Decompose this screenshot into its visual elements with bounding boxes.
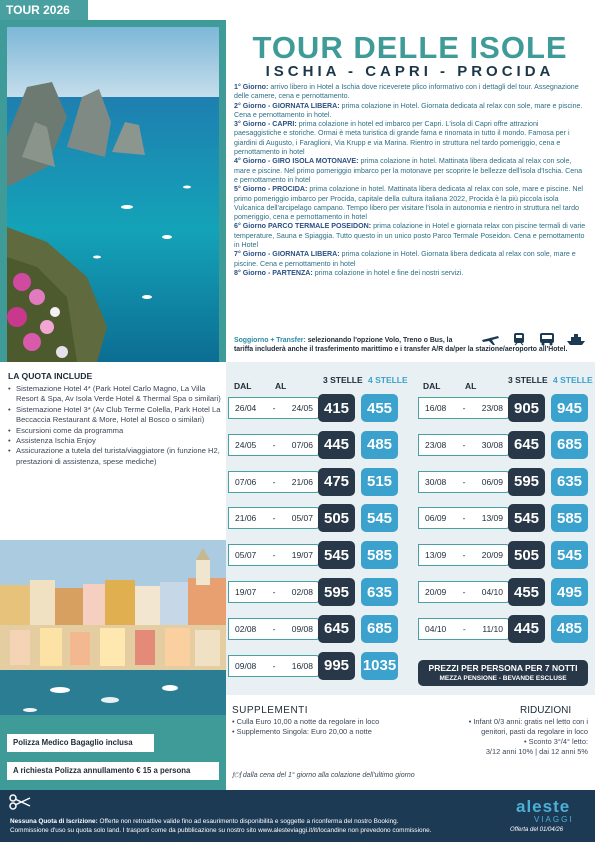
quota-include: [0, 362, 226, 540]
date-to: 21/06: [291, 476, 313, 487]
price-3-stelle: 595: [508, 468, 545, 496]
itinerary: [234, 83, 586, 278]
price-row: [418, 394, 588, 422]
price-4-stelle: 585: [551, 504, 588, 532]
list-item: genitori, pasti da regolare in loco: [481, 727, 588, 736]
itinerary-day: 7° Giorno - GIORNATA LIBERA: prima colazione in Hotel. Giornata libera dedicata al relax con sole, mare e piscine. Cena e pernottamento in hotel: [234, 250, 576, 268]
header-dal: DAL: [234, 381, 252, 391]
scissors-icon: [8, 794, 32, 810]
date-separator: -: [462, 476, 466, 487]
polizza-annullamento: A richiesta Polizza annullamento € 15 a persona: [7, 762, 219, 780]
price-row: [418, 504, 588, 532]
date-range: [228, 544, 320, 566]
date-from: 30/08: [425, 476, 447, 487]
price-4-stelle: 485: [551, 615, 588, 643]
list-item: • Sconto 3°/4° letto:: [524, 737, 588, 746]
itinerary-day: 3° Giorno - CAPRI: prima colazione in hotel ed imbarco per Capri. L'isola di Capri offre attrazioni paesaggistiche e storiche. Ormai è meta turistica di grande fama e rinomata in tutto il mondo. Famosa per i giardini di Augusto, i Faraglioni, Via Krupp e via Marina. Rientro in struttura nel tardo pomeriggio, cena e pernottamento in hotel: [234, 120, 570, 157]
price-4-stelle: 585: [361, 541, 398, 569]
supplementi-title: SUPPLEMENTI: [232, 705, 309, 716]
date-range: [228, 655, 320, 677]
date-separator: -: [462, 550, 466, 561]
date-to: 19/07: [291, 550, 313, 561]
itinerary-day: 6° Giorno PARCO TERMALE POSEIDON: prima colazione in Hotel e giornata relax con piscine termali di varie temperature, Sauna e Spiaggia. Tutto questo in un unico posto Parco Termale Poseidon. Cena e pernottamento in Hotel: [234, 222, 586, 250]
brand-logo: aleste: [516, 797, 571, 816]
header-al: AL: [275, 381, 287, 391]
footer: [0, 790, 595, 842]
price-row: [228, 652, 398, 680]
price-3-stelle: 645: [508, 431, 545, 459]
transfer-note: Soggiorno + Transfer: selezionando l'opzione Volo, Treno o Bus, la tariffa includerà anche il trasferimento marittimo e i transfer A/R da/per la stazione/aeroporto all'Hotel.: [234, 337, 568, 353]
date-to: 30/08: [481, 439, 503, 450]
date-from: 02/08: [235, 623, 257, 634]
date-to: 20/09: [481, 550, 503, 561]
date-separator: -: [272, 476, 276, 487]
procida-photo: [0, 540, 226, 730]
date-separator: -: [462, 439, 466, 450]
date-from: 23/08: [425, 439, 447, 450]
date-from: 04/10: [425, 623, 447, 634]
price-3-stelle: 905: [508, 394, 545, 422]
list-item: • Culla Euro 10,00 a notte da regolare in loco: [232, 717, 380, 726]
date-separator: -: [272, 403, 276, 413]
offer-date: Offerta del 01/04/26: [510, 827, 564, 833]
price-note: PREZZI PER PERSONA PER 7 NOTTI MEZZA PENSIONE - BEVANDE ESCLUSE: [418, 660, 588, 686]
quota-title: LA QUOTA INCLUDE: [8, 371, 93, 381]
price-row: [228, 504, 398, 532]
date-range: [418, 544, 510, 566]
date-from: 13/09: [425, 550, 447, 561]
date-separator: -: [272, 660, 276, 671]
header-dal: DAL: [423, 381, 441, 391]
quota-list: [8, 384, 222, 467]
date-from: 05/07: [235, 550, 257, 561]
price-4-stelle: 545: [551, 541, 588, 569]
date-from: 20/09: [425, 587, 447, 597]
date-to: 13/09: [481, 513, 503, 524]
date-range: [418, 618, 510, 640]
footer-text: Nessuna Quota di Iscrizione: Offerte non retroattive valide fino ad esaurimento disponibilità e soggette a riconferma del nostro Booking. Commissione d'uso su quota solo land. I trasporti come da pubblicazione su nostro sito www.alesteviaggi.it/it/locandine non prevedono commissione.: [10, 818, 432, 834]
date-range: [418, 434, 510, 456]
date-from: 07/06: [235, 476, 257, 487]
price-4-stelle: 455: [361, 394, 398, 422]
itinerary-day: 1° Giorno: arrivo libero in Hotel a Ischia dove riceverete plico informativo con i dettagli del tour. Assegnazione delle camere, cena e pernottamento.: [234, 83, 579, 101]
date-to: 16/08: [291, 660, 313, 671]
date-to: 04/10: [481, 587, 503, 597]
price-row: [228, 394, 398, 422]
price-4-stelle: 685: [551, 431, 588, 459]
brand-subtitle: VIAGGI: [534, 815, 574, 824]
date-range: [418, 507, 510, 529]
header-3-stelle: 3 STELLE: [508, 375, 548, 385]
price-3-stelle: 415: [318, 394, 355, 422]
date-to: 24/05: [291, 403, 313, 413]
date-separator: -: [272, 439, 276, 450]
date-to: 07/06: [291, 439, 313, 450]
list-item: • Assicurazione a tutela del turista/viaggiatore (in funzione H2, prestazioni di assistenza, spese mediche): [8, 446, 222, 467]
date-separator: -: [462, 513, 466, 524]
date-range: [228, 397, 320, 419]
date-separator: -: [462, 623, 466, 634]
itinerary-day: 5° Giorno - PROCIDA: prima colazione in hotel. Mattinata libera dedicata al relax con sole, mare e piscine. Nel primo pomeriggio imbarco per Procida, capitale della cultura italiana 2022, Procida è la più piccola isola Vulcanica dell'arcipelago campano. Tempo libero per visitare l'isola in autonomia e rientro in struttura nel tardo pomeriggio, cena e pernottamento in hotel: [234, 185, 584, 222]
price-row: [228, 468, 398, 496]
date-range: [228, 581, 320, 603]
date-separator: -: [272, 513, 276, 524]
date-from: 09/08: [235, 660, 257, 671]
list-item: 3/12 anni 10% | dai 12 anni 5%: [485, 747, 588, 756]
tour-year-tag: TOUR 2026: [0, 0, 88, 20]
date-from: 16/08: [425, 403, 447, 413]
price-row: [418, 431, 588, 459]
price-row: [228, 615, 398, 643]
page-subtitle: ISCHIA - CAPRI - PROCIDA: [265, 63, 555, 80]
price-4-stelle: 635: [551, 468, 588, 496]
itinerary-day: 2° Giorno - GIORNATA LIBERA: prima colazione in Hotel. Giornata dedicata al relax con sole, mare e piscine. Cena e pernottamento in hotel.: [234, 101, 583, 119]
price-4-stelle: 685: [361, 615, 398, 643]
riduzioni-title: RIDUZIONI: [520, 705, 572, 716]
riduzioni-list: [420, 717, 588, 757]
price-row: [418, 615, 588, 643]
date-from: 21/06: [235, 513, 257, 524]
date-to: 09/08: [291, 623, 313, 634]
price-3-stelle: 545: [508, 504, 545, 532]
date-from: 24/05: [235, 439, 257, 450]
date-to: 02/08: [291, 587, 313, 597]
date-separator: -: [462, 587, 466, 597]
list-item: • Escursioni come da programma: [8, 426, 222, 436]
price-row: [418, 468, 588, 496]
itinerary-day: 4° Giorno - GIRO ISOLA MOTONAVE: prima colazione in hotel. Mattinata libera dedicata al relax con sole, mare e piscine. Nel primo pomeriggio imbarco per la motonave per scoprire le bellezze dell'isola d'Ischia. Cena e pernottamento in hotel: [234, 157, 583, 184]
price-3-stelle: 455: [508, 578, 545, 606]
date-separator: -: [272, 587, 276, 597]
list-item: • Supplemento Singola: Euro 20,00 a notte: [232, 727, 372, 736]
date-from: 06/09: [425, 513, 447, 524]
header-3-stelle: 3 STELLE: [323, 375, 363, 385]
date-range: [228, 507, 320, 529]
page-title: TOUR DELLE ISOLE: [252, 30, 568, 65]
header-al: AL: [465, 381, 477, 391]
price-3-stelle: 505: [508, 541, 545, 569]
price-3-stelle: 645: [318, 615, 355, 643]
date-to: 05/07: [291, 513, 313, 524]
price-row: [228, 431, 398, 459]
price-4-stelle: 515: [361, 468, 398, 496]
price-4-stelle: 545: [361, 504, 398, 532]
date-from: 19/07: [235, 587, 257, 597]
capri-faraglioni-photo: [7, 27, 219, 362]
price-4-stelle: 1035: [361, 652, 398, 680]
date-from: 26/04: [235, 403, 257, 413]
date-range: [228, 434, 320, 456]
pasti-note: 🍽 dalla cena del 1° giorno alla colazione dell'ultimo giorno: [232, 772, 415, 779]
price-row: [418, 578, 588, 606]
meal-icon: 🍽: [232, 772, 241, 779]
price-4-stelle: 495: [551, 578, 588, 606]
supplementi-list: [232, 717, 379, 737]
price-row: [418, 541, 588, 569]
date-separator: -: [462, 403, 466, 413]
date-range: [228, 471, 320, 493]
date-range: [228, 618, 320, 640]
price-3-stelle: 445: [508, 615, 545, 643]
polizza-medico: Polizza Medico Bagaglio inclusa: [7, 734, 154, 752]
price-3-stelle: 505: [318, 504, 355, 532]
price-3-stelle: 995: [318, 652, 355, 680]
price-row: [228, 541, 398, 569]
date-separator: -: [272, 623, 276, 634]
price-3-stelle: 475: [318, 468, 355, 496]
date-range: [418, 397, 510, 419]
header-4-stelle: 4 STELLE: [368, 375, 408, 385]
list-item: • Assistenza Ischia Enjoy: [8, 436, 222, 446]
date-to: 11/10: [482, 623, 503, 634]
header-4-stelle: 4 STELLE: [553, 375, 593, 385]
list-item: • Sistemazione Hotel 3* (Av Club Terme Colella, Park Hotel La Beccaccia Restaurant & More, Hotel al Bosco o similari): [8, 405, 222, 426]
price-3-stelle: 595: [318, 578, 355, 606]
price-3-stelle: 445: [318, 431, 355, 459]
list-item: • Infant 0/3 anni: gratis nel letto con i: [468, 717, 588, 726]
price-4-stelle: 485: [361, 431, 398, 459]
date-to: 06/09: [481, 476, 503, 487]
date-range: [418, 581, 510, 603]
price-3-stelle: 545: [318, 541, 355, 569]
itinerary-day: 8° Giorno - PARTENZA: prima colazione in hotel e fine dei nostri servizi.: [234, 268, 464, 277]
date-range: [418, 471, 510, 493]
price-row: [228, 578, 398, 606]
date-separator: -: [272, 550, 276, 561]
price-4-stelle: 945: [551, 394, 588, 422]
date-to: 23/08: [481, 403, 503, 413]
price-4-stelle: 635: [361, 578, 398, 606]
list-item: • Sistemazione Hotel 4* (Park Hotel Carlo Magno, La Villa Resort & Spa, Av Isola Verde Hotel & Thermal Spa o similari): [8, 384, 222, 405]
